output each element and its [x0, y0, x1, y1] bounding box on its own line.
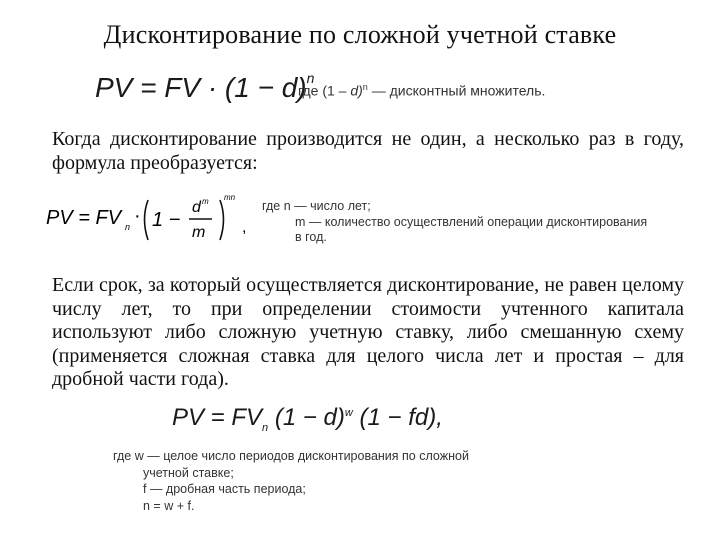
note-1-text: — дисконтный множитель.	[371, 82, 546, 99]
formula-discount-factor	[95, 70, 314, 104]
note-3-line: f — дробная часть периода;	[143, 482, 306, 496]
formula-1-note	[298, 80, 545, 99]
page-title: Дисконтирование по сложной учетной ставке	[103, 20, 617, 49]
paragraph-multiple-discounting: Когда дисконтирование производится не один, а несколько раз в году, формула преобразуется:	[52, 128, 684, 174]
formula-2-comma: ,	[242, 219, 247, 236]
formula-2-dot: ·	[134, 205, 141, 227]
formula-mixed-scheme	[172, 404, 443, 434]
formula-3-sub: n	[262, 421, 269, 434]
note-2-line: где n — число лет;	[262, 199, 371, 213]
formula-2-numerator-sup: m	[202, 197, 209, 206]
note-1-exponent: n	[362, 82, 368, 92]
formula-3-factor-2: (1 − fd),	[359, 404, 443, 431]
formula-3-factor-1: (1 − d)	[274, 404, 345, 431]
note-2-line: в год.	[295, 230, 327, 244]
formula-3-lhs: PV = FV	[172, 404, 263, 431]
formula-2-sub: n	[125, 222, 131, 232]
formula-2-notes	[262, 199, 712, 246]
formula-2-one-minus: 1 −	[152, 209, 181, 231]
note-3-line: n = w + f.	[143, 498, 195, 513]
note-3-line: учетной ставке;	[143, 465, 234, 480]
note-1-prefix: где (1 –	[298, 82, 347, 99]
formula-2-lhs: PV = FV	[46, 207, 122, 229]
formula-3-exponent: w	[344, 407, 353, 419]
formula-multiple-per-year	[44, 188, 274, 250]
paragraph-mixed-scheme: Если срок, за который осуществляется дисконтирование, не равен целому числу лет, то при определении стоимости учтенного капитала используют либо сложную учетную ставку, либо смешанную схему (применяется сложная ставка для целого числа лет и простая – для дробной части года).	[52, 274, 684, 390]
right-paren	[220, 200, 224, 240]
formula-2-exponent: mn	[224, 193, 236, 202]
note-3-line: где w — целое число периодов дисконтирования по сложной	[113, 449, 469, 463]
formula-2-numerator: d	[192, 199, 201, 216]
note-1-var: d)	[350, 82, 363, 99]
formula-1-expression: PV = FV · (1 − d)	[95, 72, 307, 103]
note-2-line: m — количество осуществлений операции дисконтирования	[295, 214, 648, 229]
formula-3-notes	[113, 448, 633, 514]
left-paren	[145, 200, 149, 240]
formula-1-exponent: n	[306, 70, 315, 86]
formula-2-denominator: m	[192, 224, 206, 241]
